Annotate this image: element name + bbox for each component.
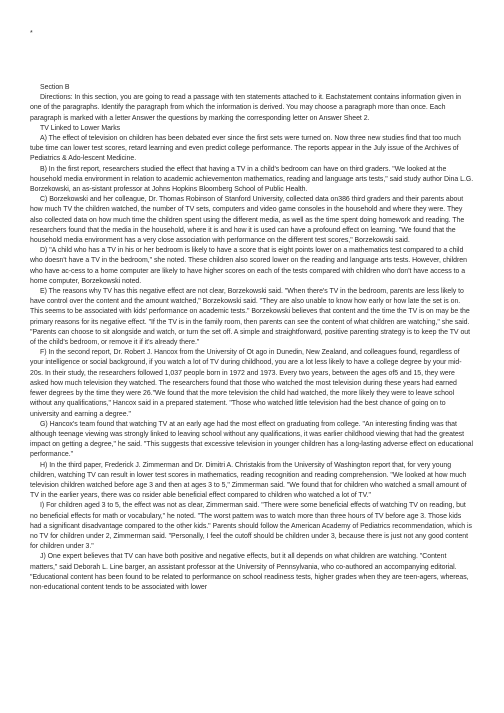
paragraph-c: C) Borzekowski and her colleague, Dr. Thomas Robinson of Stanford University, collected data on386 third graders and their parents about how much TV the children watched, the number of TV sets, computers and video game consoles in the household and where they were. They also collected data on how much time the children spent using the different media, as well as the time spent doing homework and reading. The researchers found that the media in the household, where it is and how it is used can have a profound effect on learning. "We found that the household media environment has a very close association with performance on the different test scores," Borzekowski said. xyxy=(30,196,465,245)
directions-text: Directions: In this section, you are going to read a passage with ten statements attached to it. Eachstatement contains information given in one of the paragraphs. Identify the paragraph from which the information is derived. You may choose a paragraph more than once. Each paragraph is marked with a letter Answer the questions by marking the corresponding letter on Answer Sheet 2. xyxy=(30,94,462,122)
corner-mark: * xyxy=(30,30,33,37)
passage-title: TV Linked to Lower Marks xyxy=(40,124,121,132)
document-page xyxy=(30,0,474,713)
paragraph-i: I) For children aged 3 to 5, the effect was not as clear, Zimmerman said. "There were some beneficial effects of watching TV on reading, but no beneficial effects for math or vocabulary," he noted. "The worst pattern was to watch more than three hours of TV before age 3. Those kids had a significant disadvantage compared to the other kids." Parents should follow the American Academy of Pediatrics recommendation, which is no TV for children under 2, Zimmerman said. "Personally, I feel the cutoff should be children under 3, because there is just not any good content for children under 3." xyxy=(30,502,472,551)
paragraph-a: A) The effect of television on children has been debated ever since the first sets were turned on. Now three new studies find that too much tube time can lower test scores, retard learning and even predict college performance. The reports appear in the July issue of the Archives of Pediatrics & Ado-lescent Medicine. xyxy=(30,135,461,163)
paragraph-e: E) The reasons why TV has this negative effect are not clear, Borzekowski said. "When there's TV in the bedroom, parents are less likely to have control over the content and the amount watched," Borzekowski said. "They are also unable to know how early or how late the set is on. This seems to be associated with kids' performance on academic tests." Borzekowski believes that content and the time the TV is on may be the primary reasons for its negative effect. "If the TV is in the family room, then parents can see the content of what children are watching," she said. "Parents can choose to sit alongside and watch, or turn the set off. A simple and straightforward, positive parenting strategy is to keep the TV out of the child's bedroom, or remove it if it's already there." xyxy=(30,288,471,347)
paragraph-j: J) One expert believes that TV can have both positive and negative effects, but it all depends on what children are watching. "Content matters," said Deborah L. Line barger, an assistant professor at the University of Pennsylvania, who co-authored an accompanying editorial. "Educational content has been found to be related to performance on school readiness tests, higher grades when they are teen-agers, whereas, non-educational content tends to be associated with lower xyxy=(30,553,469,591)
paragraph-b: B) In the first report, researchers studied the effect that having a TV in a child's bedroom can have on third graders. "We looked at the household media environment in relation to academic achievementon mathematics, reading and language arts tests," said study author Dina L.G. Borzekowski, an as-sistant professor at Johns Hopkins Bloomberg School of Public Health. xyxy=(30,165,474,194)
paragraph-g: G) Hancox's team found that watching TV at an early age had the most effect on graduating from college. "An interesting finding was that although teenage viewing was strongly linked to leaving school without any qualifications, it was earlier childhood viewing that had the greatest impact on getting a degree," he said. "This suggests that excessive television in younger children has a long-lasting adverse effect on educational performance." xyxy=(30,420,474,459)
section-heading: Section B xyxy=(40,84,70,91)
document-body xyxy=(30,83,474,593)
paragraph-d: D) "A child who has a TV in his or her bedroom is likely to have a score that is eight points lower on a mathematics test compared to a child who doesn't have a TV in the bedroom," she noted. These children also scored lower on the reading and language arts tests. However, children who have ac-cess to a home computer are likely to have higher scores on each of the tests compared with children who don't have access to a home computer, Borzekowski noted. xyxy=(30,247,467,285)
paragraph-f: F) In the second report, Dr. Robert J. Hancox from the University of Ot ago in Dunedin, New Zealand, and colleagues found, regardless of your intelligence or social background, if you watch a lot of TV during childhood, you are a lot less likely to have a college degree by your mid-20s. In their study, the researchers followed 1,037 people born in 1972 and 1973. Every two years, between the ages of5 and 15, they were asked how much television they watched. The researchers found that those who watched the most television during these years had earned fewer degrees by the time they were 26."We found that the more television the child had watched, the more likely they were to leave school without any qualifications," Hancox said in a prepared statement. "Those who watched little television had the best chance of going on to university and earning a degree." xyxy=(30,349,462,418)
paragraph-h: H) In the third paper, Frederick J. Zimmerman and Dr. Dimitri A. Christakis from the University of Washington report that, for very young children, watching TV can result in lower test scores in mathematics, reading recognition and reading comprehension. "We looked at how much television children watched before age 3 and then at ages 3 to 5," Zimmerman said. "We found that for children who watched a small amount of TV in the earlier years, there was co nsider able beneficial effect compared to children who watched a lot of TV." xyxy=(30,461,467,500)
